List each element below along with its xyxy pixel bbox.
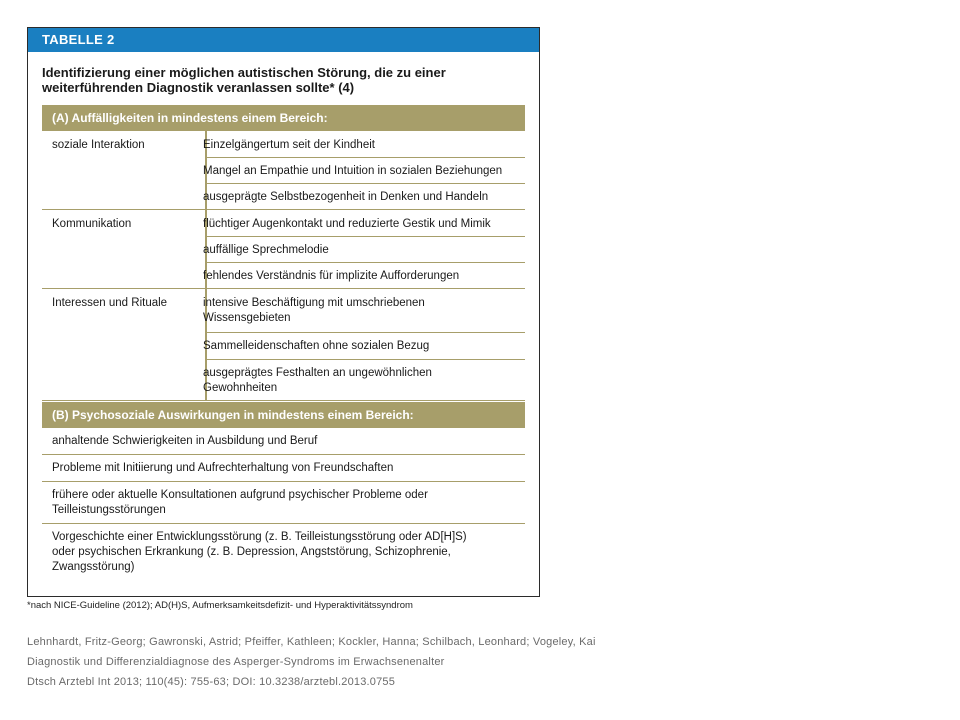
b-item: Vorgeschichte einer Entwicklungsstörung (z. B. Teilleistungsstörung oder AD[H]S) <box>52 531 467 543</box>
b-item: frühere oder aktuelle Konsultationen aufgrund psychischer Probleme oder <box>52 489 428 501</box>
b-item: Probleme mit Initiierung und Aufrechterhaltung von Freundschaften <box>52 462 394 474</box>
item-separator <box>205 157 525 158</box>
citation-authors: Lehnhardt, Fritz-Georg; Gawronski, Astrid; Pfeiffer, Kathleen; Kockler, Hanna; Schilbach, Leonhard; Vogeley, Kai <box>27 636 596 648</box>
table-banner: TABELLE 2 <box>28 28 539 52</box>
b-row <box>42 524 525 584</box>
table-item: Wissensgebieten <box>203 312 291 324</box>
item-separator <box>205 236 525 237</box>
item-separator <box>205 359 525 360</box>
table-item: Gewohnheiten <box>203 382 278 394</box>
b-item: Teilleistungsstörungen <box>52 504 166 516</box>
b-item: Zwangsstörung) <box>52 561 135 573</box>
table-item: Einzelgängertum seit der Kindheit <box>203 139 375 151</box>
table-item: ausgeprägtes Festhalten an ungewöhnlichen <box>203 367 432 379</box>
table-item: auffällige Sprechmelodie <box>203 244 329 256</box>
table-footnote: *nach NICE-Guideline (2012); AD(H)S, Aufmerksamkeitsdefizit- und Hyperaktivitätssyndrom <box>27 600 413 611</box>
citation-source: Dtsch Arztebl Int 2013; 110(45): 755-63; DOI: 10.3238/arztebl.2013.0755 <box>27 676 396 688</box>
table-item: flüchtiger Augenkontakt und reduzierte Gestik und Mimik <box>203 218 491 230</box>
heading-line-1: Identifizierung einer möglichen autistischen Störung, die zu einer <box>42 65 446 80</box>
heading-line-2: weiterführenden Diagnostik veranlassen sollte* (4) <box>42 80 355 95</box>
category-label: soziale Interaktion <box>52 139 145 151</box>
table-item: intensive Beschäftigung mit umschriebenen <box>203 297 425 309</box>
table-figure <box>27 27 540 597</box>
b-row <box>42 482 525 524</box>
category-label: Interessen und Rituale <box>52 297 168 309</box>
table-item: ausgeprägte Selbstbezogenheit in Denken und Handeln <box>203 191 489 203</box>
table-item: fehlendes Verständnis für implizite Aufforderungen <box>203 270 460 282</box>
section-a-header: (A) Auffälligkeiten in mindestens einem Bereich: <box>42 105 525 131</box>
b-item: anhaltende Schwierigkeiten in Ausbildung und Beruf <box>52 435 318 447</box>
item-separator <box>205 183 525 184</box>
b-row <box>42 455 525 482</box>
b-row <box>42 428 525 455</box>
item-separator <box>205 262 525 263</box>
citation-title: Diagnostik und Differenzialdiagnose des Asperger-Syndroms im Erwachsenenalter <box>27 656 445 668</box>
section-b-header: (B) Psychosoziale Auswirkungen in mindestens einem Bereich: <box>42 402 525 428</box>
table-heading <box>42 65 522 95</box>
b-item: oder psychischen Erkrankung (z. B. Depression, Angststörung, Schizophrenie, <box>52 546 451 558</box>
category-label: Kommunikation <box>52 218 132 230</box>
table-item: Mangel an Empathie und Intuition in sozialen Beziehungen <box>203 165 503 177</box>
table-item: Sammelleidenschaften ohne sozialen Bezug <box>203 340 430 352</box>
item-separator <box>205 332 525 333</box>
